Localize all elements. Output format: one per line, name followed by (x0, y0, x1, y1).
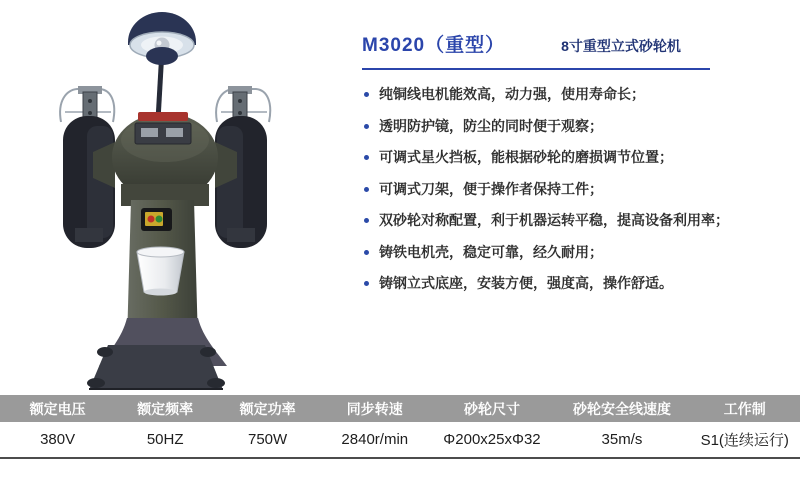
product-photo (0, 0, 345, 394)
spec-col-header: 同步转速 (346, 400, 403, 417)
stop-button-icon (148, 216, 155, 223)
spec-value: 380V (40, 431, 76, 448)
power-switch[interactable] (141, 208, 172, 231)
brand-label (138, 112, 188, 121)
feature-text: 可调式星火挡板，能根据砂轮的磨损调节位置； (379, 149, 673, 165)
feature-item (362, 117, 792, 137)
feature-item (362, 274, 792, 294)
title-block (362, 30, 710, 70)
spec-table-header (0, 395, 800, 422)
spec-table (0, 395, 800, 459)
spec-col-header: 额定功率 (239, 400, 296, 417)
feature-item (362, 180, 792, 200)
bullet-icon (364, 250, 369, 255)
spec-value: Φ200x25xΦ32 (443, 431, 541, 448)
spec-col-header: 额定频率 (137, 400, 194, 417)
spec-value: 35m/s (601, 431, 643, 448)
machine-base (87, 318, 227, 390)
spec-value: 2840r/min (341, 431, 409, 448)
feature-item (362, 85, 792, 105)
feature-text: 双砂轮对称配置，利于机器运转平稳，提高设备利用率； (379, 212, 729, 228)
feature-item (362, 243, 792, 263)
product-model: M3020（重型） (362, 35, 506, 56)
bullet-icon (364, 218, 369, 223)
spec-col-header: 工作制 (723, 400, 766, 417)
feature-item (362, 211, 792, 231)
feature-text: 铸钢立式底座，安装方便，强度高，操作舒适。 (379, 275, 673, 291)
bullet-icon (364, 124, 369, 129)
bullet-icon (364, 92, 369, 97)
feature-item (362, 148, 792, 168)
spec-col-header: 砂轮安全线速度 (572, 400, 671, 417)
bullet-icon (364, 155, 369, 160)
feature-text: 透明防护镜，防尘的同时便于观察； (379, 117, 603, 134)
spec-col-header: 砂轮尺寸 (463, 400, 520, 417)
product-info-panel (362, 30, 792, 306)
start-button-icon (156, 216, 163, 223)
feature-list (362, 85, 792, 294)
feature-text: 铸铁电机壳，稳定可靠，经久耐用； (379, 243, 603, 260)
spec-value: 750W (247, 431, 288, 448)
spec-value: 50HZ (146, 431, 184, 448)
bullet-icon (364, 281, 369, 286)
feature-text: 纯铜线电机能效高，动力强，使用寿命长； (379, 86, 645, 102)
coolant-cup (137, 247, 184, 296)
product-subtitle: 8寸重型立式砂轮机 (561, 38, 681, 54)
work-lamp-icon (128, 12, 196, 65)
feature-text: 可调式刀架，便于操作者保持工件； (379, 180, 603, 197)
spec-col-header: 额定电压 (29, 400, 86, 417)
spec-value: S1(连续运行) (700, 432, 789, 449)
bullet-icon (364, 187, 369, 192)
spec-table-values (0, 422, 800, 459)
